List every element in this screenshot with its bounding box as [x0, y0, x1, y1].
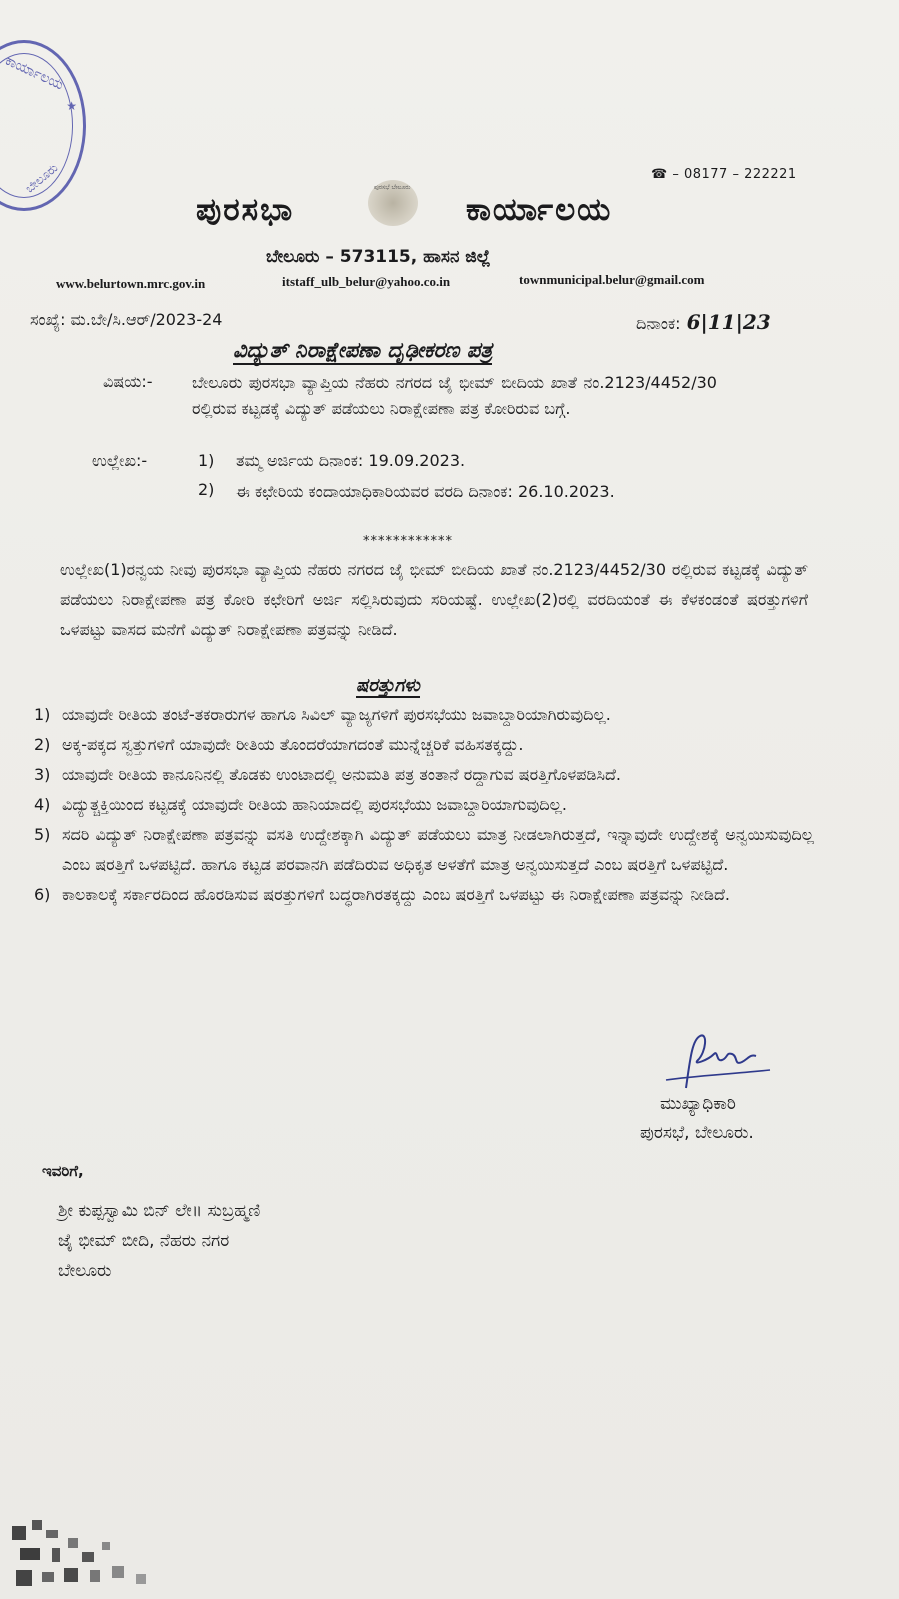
date-value: 6|11|23	[686, 310, 771, 334]
condition-number: 4)	[34, 795, 51, 814]
condition-number: 1)	[34, 705, 51, 724]
letter-date	[636, 310, 771, 334]
office-phone: ☎ – 08177 – 222221	[651, 167, 797, 182]
condition-text: ಯಾವುದೇ ರೀತಿಯ ತಂಟೆ-ತಕರಾರುಗಳ ಹಾಗೂ ಸಿವಿಲ್ ವ್ಯಾಜ್ಯಗಳಿಗೆ ಪುರಸಭೆಯು ಜವಾಬ್ದಾರಿಯಾಗಿರುವುದಿಲ್ಲ.	[62, 705, 611, 724]
condition-item	[34, 880, 814, 910]
reference-1-number: 1)	[198, 451, 215, 470]
condition-text: ವಿದ್ಯುತ್ಚಕ್ತಿಯಿಂದ ಕಟ್ಟಡಕ್ಕೆ ಯಾವುದೇ ರೀತಿಯ ಹಾನಿಯಾದಲ್ಲಿ ಪುರಸಭೆಯು ಜವಾಬ್ದಾರಿಯಾಗುವುದಿಲ್ಲ.	[62, 795, 567, 814]
condition-text: ಯಾವುದೇ ರೀತಿಯ ಕಾನೂನಿನಲ್ಲಿ ತೊಡಕು ಉಂಟಾದಲ್ಲಿ ಅನುಮತಿ ಪತ್ರ ತಂತಾನೆ ರದ್ದಾಗುವ ಷರತ್ತಿಗೊಳಪಡಿಸಿದೆ.	[62, 765, 622, 784]
condition-text: ಸದರಿ ವಿದ್ಯುತ್ ನಿರಾಕ್ಷೇಪಣಾ ಪತ್ರವನ್ನು ವಸತಿ ಉದ್ದೇಶಕ್ಕಾಗಿ ವಿದ್ಯುತ್ ಪಡೆಯಲು ಮಾತ್ರ ನೀಡಲಾಗಿರುತ್ತದೆ, ಇನ್ನಾವುದೇ ಉದ್ದೇಶಕ್ಕೆ ಅನ್ವಯಿಸುವುದಿಲ್ಲ ಎಂಬ ಷರತ್ತಿಗೆ ಒಳಪಟ್ಟಿದೆ. ಹಾಗೂ ಕಟ್ಟಡ ಪರವಾನಗಿ ಪಡೆದಿರುವ ಅಧಿಕೃತ ಅಳತೆಗೆ ಮಾತ್ರ ಅನ್ವಯಿಸುತ್ತದೆ ಎಂಬ ಷರತ್ತಿಗೆ ಒಳಪಟ್ಟಿದೆ.	[62, 825, 814, 874]
subject-label: ವಿಷಯ:-	[103, 372, 153, 391]
seal-text-bottom: ಬೇಲೂರು	[22, 160, 61, 196]
subject-text: ಬೇಲೂರು ಪುರಸಭಾ ವ್ಯಾಪ್ತಿಯ ನೆಹರು ನಗರದ ಜೈ ಭೀಮ್ ಬೀದಿಯ ಖಾತೆ ನಂ.2123/4452/30 ರಲ್ಲಿರುವ ಕಟ್ಟಡಕ್ಕೆ ವಿದ್ಯುತ್ ಪಡೆಯಲು ನಿರಾಕ್ಷೇಪಣಾ ಪತ್ರ ಕೋರಿರುವ ಬಗ್ಗೆ.	[192, 373, 717, 418]
recipient-address	[58, 1196, 260, 1286]
condition-item	[34, 790, 814, 820]
condition-number: 2)	[34, 735, 51, 754]
reference-2-number: 2)	[198, 480, 215, 499]
emblem-text: ಪುರಸಭೆ ಬೇಲೂರು	[374, 184, 411, 191]
condition-item	[34, 820, 814, 880]
conditions-heading: ಷರತ್ತುಗಳು	[356, 675, 420, 696]
office-title-right: ಕಾರ್ಯಾಲಯ	[466, 192, 613, 228]
reference-2-text: ಈ ಕಛೇರಿಯ ಕಂದಾಯಾಧಿಕಾರಿಯವರ ವರದಿ ದಿನಾಂಕ: 26.10.2023.	[236, 482, 615, 501]
municipal-emblem	[368, 180, 418, 226]
reference-number: ಸಂಖ್ಯೆ: ಮ.ಬೇ/ಸಿ.ಆರ್/2023-24	[30, 310, 223, 329]
condition-text: ಅಕ್ಕ-ಪಕ್ಕದ ಸ್ವತ್ತುಗಳಿಗೆ ಯಾವುದೇ ರೀತಿಯ ತೊಂದರೆಯಾಗದಂತೆ ಮುನ್ನೆಚ್ಚರಿಕೆ ವಹಿಸತಕ್ಕದ್ದು.	[62, 735, 524, 754]
condition-number: 3)	[34, 765, 51, 784]
recipient-line: ಜೈ ಭೀಮ್ ಬೀದಿ, ನೆಹರು ನಗರ	[58, 1231, 230, 1251]
email-secondary: townmunicipal.belur@gmail.com	[519, 272, 705, 287]
website-link: www.belurtown.mrc.gov.in	[56, 276, 206, 291]
qr-code-fragment	[12, 1518, 162, 1596]
condition-item	[34, 730, 814, 760]
signatory-title: ಮುಖ್ಯಾಧಿಕಾರಿ	[660, 1094, 736, 1114]
separator: ************	[363, 534, 453, 549]
seal-text-top: ಕಾರ್ಯಾಲಯ	[2, 52, 66, 94]
conditions-list	[34, 700, 814, 910]
recipient-line: ಬೇಲೂರು	[58, 1261, 112, 1281]
office-title-left: ಪುರಸಭಾ	[196, 192, 295, 228]
body-paragraph: ಉಲ್ಲೇಖ(1)ರನ್ವಯ ನೀವು ಪುರಸಭಾ ವ್ಯಾಪ್ತಿಯ ನೆಹರು ನಗರದ ಜೈ ಭೀಮ್ ಬೀದಿಯ ಖಾತೆ ನಂ.2123/4452/30 ರಲ್ಲಿರುವ ಕಟ್ಟಡಕ್ಕೆ ವಿದ್ಯುತ್ ಪಡೆಯಲು ನಿರಾಕ್ಷೇಪಣಾ ಪತ್ರ ಕೋರಿ ಕಛೇರಿಗೆ ಅರ್ಜಿ ಸಲ್ಲಿಸಿರುವುದು ಸರಿಯಷ್ಟೆ. ಉಲ್ಲೇಖ(2)ರಲ್ಲಿ ವರದಿಯಂತೆ ಈ ಕೆಳಕಂಡಂತೆ ಷರತ್ತುಗಳಿಗೆ ಒಳಪಟ್ಟು ವಾಸದ ಮನೆಗೆ ವಿದ್ಯುತ್ ನಿರಾಕ್ಷೇಪಣಾ ಪತ್ರವನ್ನು ನೀಡಿದೆ.	[60, 560, 808, 639]
reference-1-text: ತಮ್ಮ ಅರ್ಜಿಯ ದಿನಾಂಕ: 19.09.2023.	[236, 451, 466, 470]
condition-number: 6)	[34, 885, 51, 904]
condition-number: 5)	[34, 825, 51, 844]
condition-item	[34, 760, 814, 790]
date-label: ದಿನಾಂಕ:	[636, 314, 681, 333]
email-primary: itstaff_ulb_belur@yahoo.co.in	[282, 274, 451, 289]
handwritten-signature	[662, 1030, 772, 1090]
recipient-label: ಇವರಿಗೆ,	[42, 1162, 84, 1180]
document-title: ವಿದ್ಯುತ್ ನಿರಾಕ್ಷೇಪಣಾ ದೃಢೀಕರಣ ಪತ್ರ	[233, 338, 492, 365]
references-label: ಉಲ್ಲೇಖ:-	[92, 451, 148, 470]
recipient-line: ಶ್ರೀ ಕುಪ್ಪಸ್ವಾಮಿ ಬಿನ್ ಲೇ॥ ಸುಬ್ರಹ್ಮಣಿ	[58, 1201, 261, 1221]
condition-item	[34, 700, 814, 730]
signatory-office: ಪುರಸಭೆ, ಬೇಲೂರು.	[640, 1123, 754, 1143]
office-seal-stamp	[0, 40, 86, 211]
condition-text: ಕಾಲಕಾಲಕ್ಕೆ ಸರ್ಕಾರದಿಂದ ಹೊರಡಿಸುವ ಷರತ್ತುಗಳಿಗೆ ಬದ್ಧರಾಗಿರತಕ್ಕದ್ದು ಎಂಬ ಷರತ್ತಿಗೆ ಒಳಪಟ್ಟು ಈ ನಿರಾಕ್ಷೇಪಣಾ ಪತ್ರವನ್ನು ನೀಡಿದೆ.	[62, 885, 731, 904]
office-address: ಬೇಲೂರು – 573115, ಹಾಸನ ಜಿಲ್ಲೆ	[266, 247, 491, 267]
seal-star-icon: ★	[66, 99, 77, 113]
